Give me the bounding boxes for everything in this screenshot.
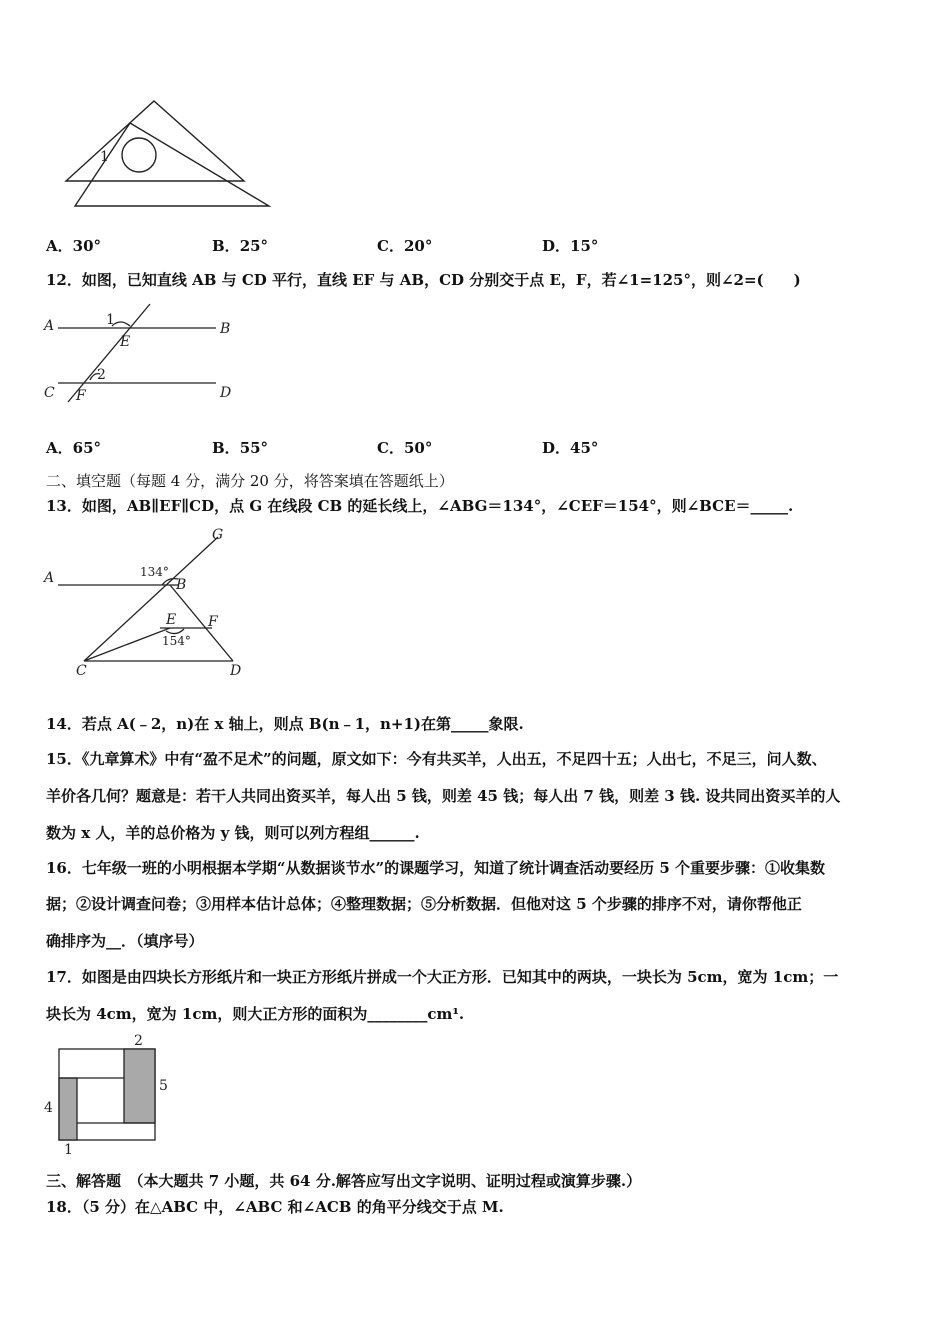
- q12-option-c[interactable]: C．50°: [377, 439, 433, 457]
- q12-label-e: E: [120, 334, 131, 350]
- q11-figure: [60, 95, 280, 215]
- q13-text: 13．如图，AB∥EF∥CD，点 G 在线段 CB 的延长线上，∠ABG＝134°，∠CEF＝154°，则∠BCE＝_____.: [46, 497, 794, 515]
- q11-triangle-upper: [66, 101, 244, 181]
- q17-label-left: 4: [44, 1100, 53, 1116]
- q12-figure: [40, 300, 240, 410]
- q12-label-c: C: [44, 385, 55, 401]
- q12-label-d: D: [220, 385, 232, 401]
- q12-label-b: B: [220, 321, 231, 337]
- q15-line-2: 羊价各几何？题意是：若干人共同出资买羊，每人出 5 钱，则差 45 钱；每人出 7 钱，则差 3 钱. 设共同出资买羊的人: [46, 787, 841, 805]
- q13-label-a: A: [44, 570, 55, 586]
- q13-angle-cef-arc: [166, 629, 184, 634]
- section3-title: 三、解答题 （本大题共 7 小题，共 64 分.解答应写出文字说明、证明过程或演算步骤.）: [46, 1172, 642, 1190]
- q13-label-d: D: [230, 663, 242, 679]
- q11-circle: [122, 138, 156, 172]
- q12-label-f: F: [76, 388, 86, 404]
- q12-option-b[interactable]: B．55°: [212, 439, 269, 457]
- q17-line-1: 17．如图是由四块长方形纸片和一块正方形纸片拼成一个大正方形．已知其中的两块，一块长为 5cm，宽为 1cm；一: [46, 968, 839, 986]
- q11-option-a[interactable]: A．30°: [46, 237, 102, 255]
- q13-figure: [40, 525, 260, 685]
- section2-title: 二、填空题（每题 4 分，满分 20 分，将答案填在答题纸上）: [46, 472, 454, 490]
- q13-line-bd: [170, 585, 233, 661]
- q17-left-strip: [59, 1078, 77, 1140]
- q17-label-bottom: 1: [64, 1142, 73, 1155]
- q12-text: 12．如图，已知直线 AB 与 CD 平行，直线 EF 与 AB，CD 分别交于点 E，F，若∠1=125°，则∠2=( ): [46, 271, 801, 289]
- q12-label-a: A: [44, 318, 55, 334]
- q13-label-e: E: [166, 612, 177, 628]
- q13-line-cg: [84, 537, 218, 661]
- q12-option-d[interactable]: D．45°: [542, 439, 599, 457]
- q12-label-2: 2: [97, 367, 106, 383]
- q11-option-d[interactable]: D．15°: [542, 237, 599, 255]
- q18-text: 18．（5 分）在△ABC 中，∠ABC 和∠ACB 的角平分线交于点 M.: [46, 1198, 504, 1216]
- q16-line-1: 16．七年级一班的小明根据本学期“从数据谈节水”的课题学习，知道了统计调查活动要经历 5 个重要步骤：①收集数: [46, 859, 826, 877]
- q12-label-1: 1: [106, 312, 115, 328]
- q11-option-c[interactable]: C．20°: [377, 237, 433, 255]
- q17-figure: [40, 1030, 180, 1155]
- q11-option-b[interactable]: B．25°: [212, 237, 269, 255]
- q13-label-154: 154°: [162, 634, 191, 648]
- q12-option-a[interactable]: A．65°: [46, 439, 102, 457]
- q13-label-f: F: [208, 614, 218, 630]
- q14-text: 14．若点 A(﹣2，n)在 x 轴上，则点 B(n﹣1，n+1)在第_____象限.: [46, 715, 524, 733]
- q17-label-top: 2: [134, 1033, 143, 1049]
- q15-line-1: 15．《九章算术》中有“盈不足术”的问题，原文如下：今有共买羊，人出五，不足四十五；人出七，不足三，问人数、: [46, 750, 827, 768]
- q13-label-134: 134°: [140, 565, 169, 579]
- q13-label-b: B: [176, 577, 187, 593]
- q17-line-2: 块长为 4cm，宽为 1cm，则大正方形的面积为________cm¹.: [46, 1005, 465, 1023]
- q17-label-right: 5: [159, 1078, 168, 1094]
- q13-label-c: C: [76, 663, 87, 679]
- q13-line-ce: [84, 628, 170, 661]
- q16-line-2: 据；②设计调查问卷；③用样本估计总体；④整理数据；⑤分析数据．但他对这 5 个步骤的排序不对，请你帮他正: [46, 895, 802, 913]
- q16-line-3: 确排序为__．（填序号）: [46, 932, 204, 950]
- q17-right-strip: [124, 1049, 155, 1123]
- q15-line-3: 数为 x 人，羊的总价格为 y 钱，则可以列方程组______.: [46, 824, 420, 842]
- q13-label-g: G: [212, 527, 224, 543]
- q11-angle-label: 1: [100, 149, 109, 165]
